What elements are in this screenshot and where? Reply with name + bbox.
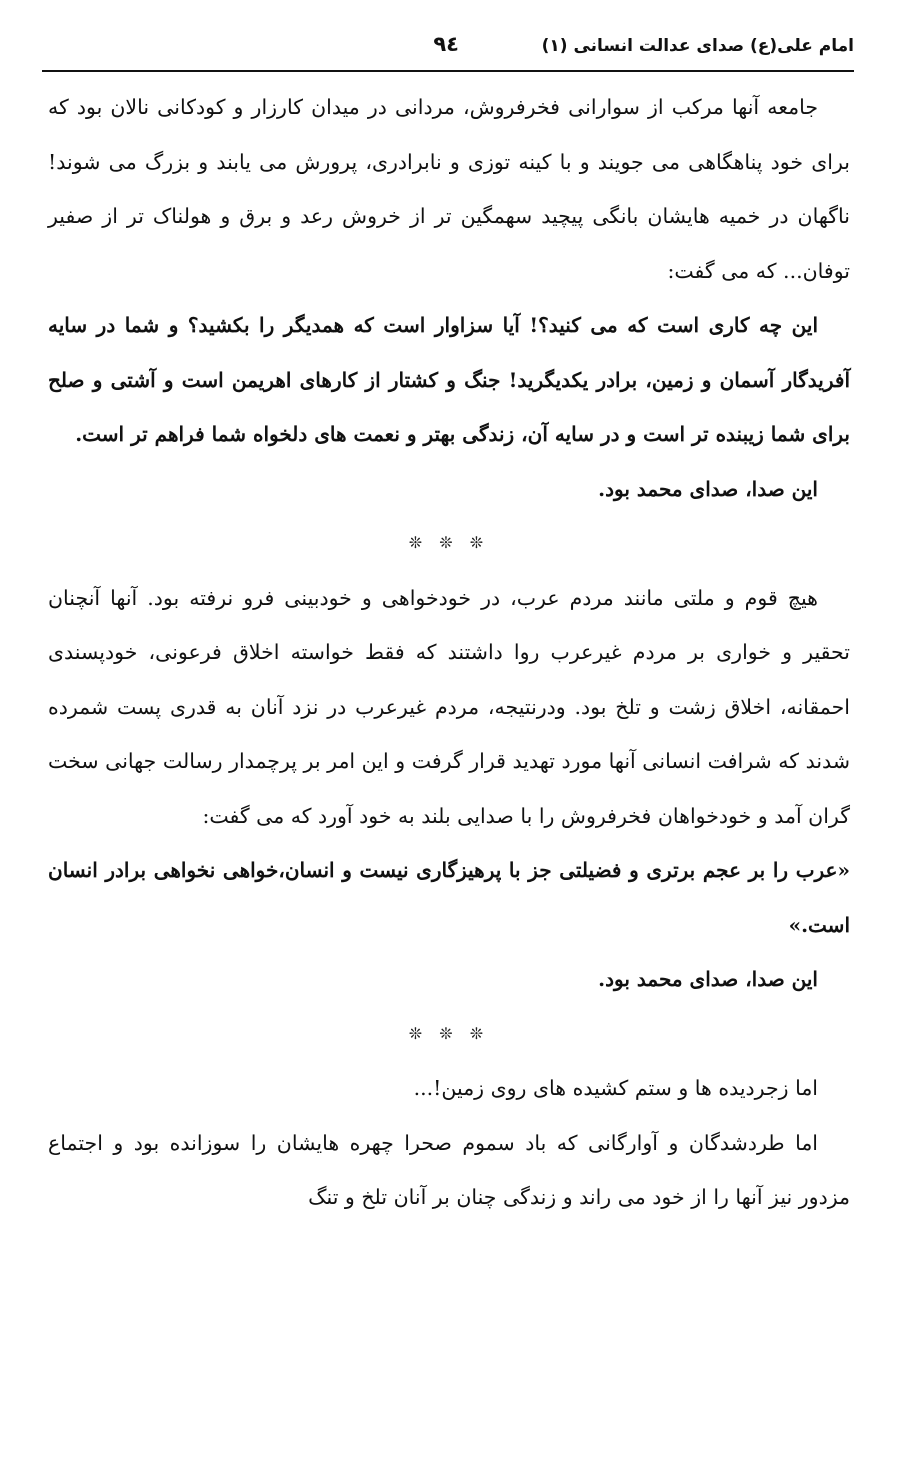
paragraph-2: هیچ قوم و ملتی مانند مردم عرب، در خودخواهی و خودبینی فرو نرفته بود. آنها آنچنان تحقیر و خواری بر مردم غیرعرب روا داشتند که فقط خواسته اخلاق فرعونی، خودپسندی احمقانه، اخلاق زشت و تلخ بود. ودرنتیجه، مردم غیرعرب در نزد آنان به قدری پست شمرده شدند که شرافت انسانی آنها مورد تهدید قرار گرفت و این امر بر پرچمدار رسالت جهانی سخت گران آمد و خودخواهان فخرفروش را با صدایی بلند به خود آورد که می گفت: — [48, 585, 850, 828]
quote-paragraph-2: «عرب را بر عجم برتری و فضیلتی جز با پرهیزگاری نیست و انسان،خواهی نخواهی برادر انسان است.» — [48, 858, 850, 937]
page-header — [42, 30, 854, 72]
paragraph-1: جامعه آنها مرکب از سوارانی فخرفروش، مردانی در میدان کارزار و کودکانی نالان بود که برای خود پناهگاهی می جویند و با کینه توزی و نابرادری، پرورش می یابند و بزرگ می شوند! ناگهان در خمیه هایشان بانگی پیچید سهمگین تر از خروش رعد و برق و هولناک تر از صفیر توفان... که می گفت: — [48, 95, 850, 283]
page-body — [48, 80, 850, 1225]
paragraph-3: اما زجردیده ها و ستم کشیده های روی زمین!... — [413, 1076, 818, 1100]
running-title: امام علی(ع) صدای عدالت انسانی (۱) — [541, 36, 854, 56]
quote-paragraph-1: این چه کاری است که می کنید؟! آیا سزاوار است که همدیگر را بکشید؟ و شما در سایه آفریدگار آسمان و زمین، برادر یکدیگرید! جنگ و کشتار از کارهای اهریمن است و آشتی و صلح برای شما زیبنده تر است و در سایه آن، زندگی بهتر و نعمت های دلخواه شما فراهم تر است. — [48, 313, 850, 446]
page-number: ۹٤ — [433, 32, 459, 56]
paragraph-4: اما طردشدگان و آوارگانی که باد سموم صحرا چهره هایشان را سوزانده بود و اجتماع مزدور نیز آنها را از خود می راند و زندگی چنان بر آنان تلخ و تنگ — [48, 1130, 850, 1209]
voice-line-2: این صدا، صدای محمد بود. — [598, 967, 818, 991]
section-separator-1: ❊ ❊ ❊ — [408, 533, 490, 552]
voice-line-1: این صدا، صدای محمد بود. — [598, 476, 818, 501]
section-separator-2: ❊ ❊ ❊ — [408, 1023, 490, 1043]
